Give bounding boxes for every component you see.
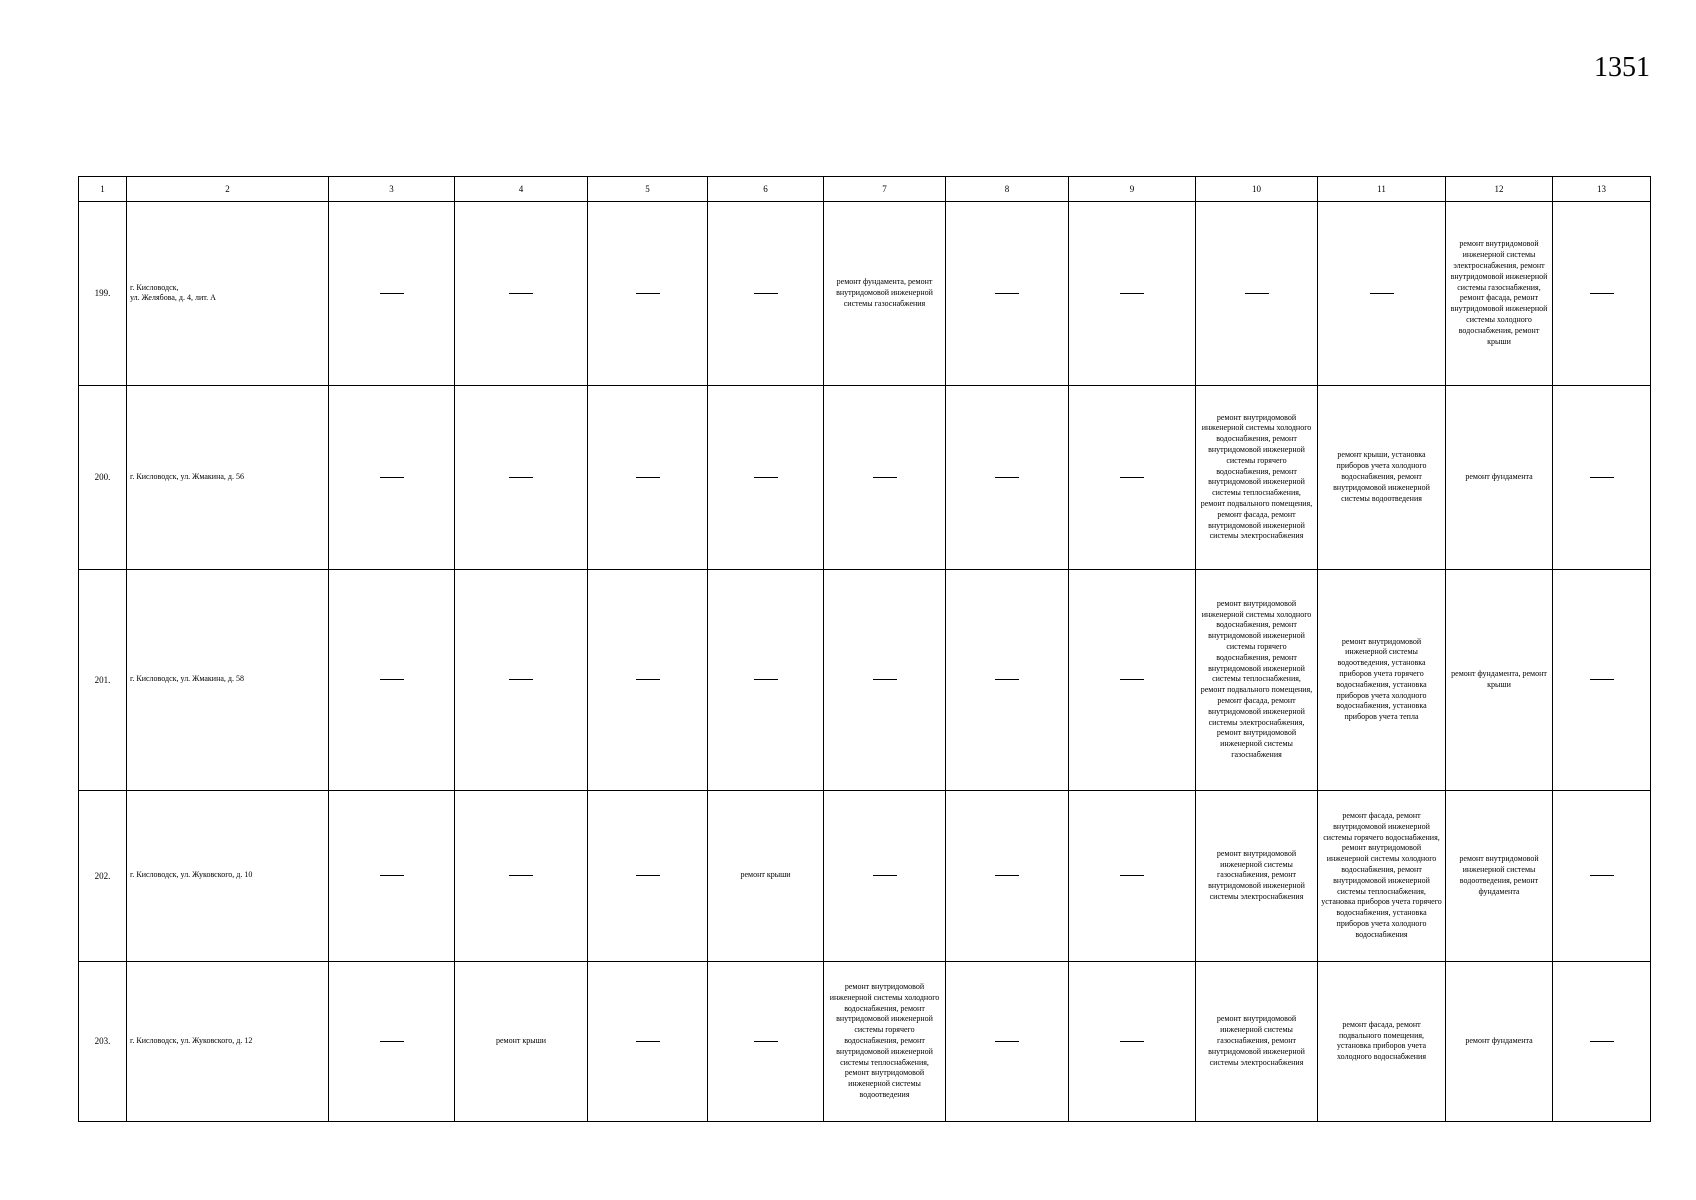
empty-cell: [1553, 201, 1651, 385]
work-type-cell: ремонт фундамента: [1446, 385, 1553, 569]
work-type-cell: ремонт фасада, ремонт внутридомовой инженерной системы горячего водоснабжения, ремонт внутридомовой инженерной системы холодного водоснабжения, ремонт внутридомовой инженерной системы теплоснабжения, установка приборов учета горячего водоснабжения, установка приборов учета холодного водоснабжения: [1318, 790, 1446, 961]
dash-mark: [1590, 293, 1614, 294]
table-body: [79, 201, 1651, 1121]
empty-cell: [329, 961, 455, 1121]
work-type-cell: ремонт фундамента, ремонт внутридомовой инженерной системы газоснабжения: [824, 201, 946, 385]
dash-mark: [1120, 679, 1144, 680]
dash-mark: [754, 293, 778, 294]
empty-cell: [588, 790, 708, 961]
dash-mark: [636, 875, 660, 876]
dash-mark: [1370, 293, 1394, 294]
column-header: 10: [1196, 177, 1318, 202]
empty-cell: [1069, 201, 1196, 385]
empty-cell: [708, 961, 824, 1121]
dash-mark: [509, 477, 533, 478]
empty-cell: [1553, 569, 1651, 790]
address-cell: г. Кисловодск, ул. Жуковского, д. 10: [127, 790, 329, 961]
column-header: 2: [127, 177, 329, 202]
dash-mark: [509, 293, 533, 294]
empty-cell: [946, 961, 1069, 1121]
dash-mark: [1245, 293, 1269, 294]
column-header: 12: [1446, 177, 1553, 202]
dash-mark: [380, 875, 404, 876]
empty-cell: [588, 961, 708, 1121]
column-header: 8: [946, 177, 1069, 202]
row-number: 203.: [79, 961, 127, 1121]
address-cell: г. Кисловодск, ул. Желябова, д. 4, лит. А: [127, 201, 329, 385]
column-header: 1: [79, 177, 127, 202]
dash-mark: [636, 1041, 660, 1042]
work-type-cell: ремонт фундамента, ремонт крыши: [1446, 569, 1553, 790]
dash-mark: [636, 679, 660, 680]
dash-mark: [995, 293, 1019, 294]
column-header: 3: [329, 177, 455, 202]
column-header: 9: [1069, 177, 1196, 202]
dash-mark: [995, 1041, 1019, 1042]
empty-cell: [1553, 385, 1651, 569]
table-row: [79, 385, 1651, 569]
column-header: 7: [824, 177, 946, 202]
empty-cell: [824, 569, 946, 790]
work-type-cell: ремонт внутридомовой инженерной системы холодного водоснабжения, ремонт внутридомовой инженерной системы горячего водоснабжения, ремонт внутридомовой инженерной системы теплоснабжения, ремонт внутридомовой инженерной системы водоотведения: [824, 961, 946, 1121]
empty-cell: [1196, 201, 1318, 385]
column-header: 13: [1553, 177, 1651, 202]
empty-cell: [455, 569, 588, 790]
column-header: 5: [588, 177, 708, 202]
dash-mark: [1120, 293, 1144, 294]
dash-mark: [380, 293, 404, 294]
work-type-cell: ремонт внутридомовой инженерной системы холодного водоснабжения, ремонт внутридомовой инженерной системы горячего водоснабжения, ремонт внутридомовой инженерной системы теплоснабжения, ремонт подвального помещения, ремонт фасада, ремонт внутридомовой инженерной системы электроснабжения: [1196, 385, 1318, 569]
empty-cell: [946, 790, 1069, 961]
empty-cell: [824, 790, 946, 961]
empty-cell: [329, 201, 455, 385]
empty-cell: [1069, 961, 1196, 1121]
dash-mark: [1120, 875, 1144, 876]
dash-mark: [1590, 477, 1614, 478]
dash-mark: [873, 875, 897, 876]
work-type-cell: ремонт фасада, ремонт подвального помещения, установка приборов учета холодного водоснабжения: [1318, 961, 1446, 1121]
row-number: 200.: [79, 385, 127, 569]
work-type-cell: ремонт фундамента: [1446, 961, 1553, 1121]
empty-cell: [708, 385, 824, 569]
dash-mark: [509, 875, 533, 876]
dash-mark: [380, 679, 404, 680]
dash-mark: [509, 679, 533, 680]
work-type-cell: ремонт внутридомовой инженерной системы газоснабжения, ремонт внутридомовой инженерной системы электроснабжения: [1196, 961, 1318, 1121]
empty-cell: [708, 569, 824, 790]
dash-mark: [1120, 1041, 1144, 1042]
column-header: 4: [455, 177, 588, 202]
empty-cell: [946, 385, 1069, 569]
row-number: 201.: [79, 569, 127, 790]
empty-cell: [588, 201, 708, 385]
page-number: 1351: [1594, 52, 1650, 83]
work-type-cell: ремонт внутридомовой инженерной системы газоснабжения, ремонт внутридомовой инженерной системы электроснабжения: [1196, 790, 1318, 961]
address-cell: г. Кисловодск, ул. Жмакина, д. 56: [127, 385, 329, 569]
work-type-cell: ремонт крыши, установка приборов учета холодного водоснабжения, ремонт внутридомовой инженерной системы водоотведения: [1318, 385, 1446, 569]
empty-cell: [946, 569, 1069, 790]
row-number: 199.: [79, 201, 127, 385]
table-row: [79, 569, 1651, 790]
dash-mark: [380, 1041, 404, 1042]
empty-cell: [1553, 961, 1651, 1121]
empty-cell: [1318, 201, 1446, 385]
empty-cell: [1069, 790, 1196, 961]
dash-mark: [1590, 679, 1614, 680]
column-header: 6: [708, 177, 824, 202]
empty-cell: [1069, 569, 1196, 790]
table-row: [79, 961, 1651, 1121]
work-type-cell: ремонт внутридомовой инженерной системы холодного водоснабжения, ремонт внутридомовой инженерной системы горячего водоснабжения, ремонт внутридомовой инженерной системы теплоснабжения, ремонт подвального помещения, ремонт фасада, ремонт внутридомовой инженерной системы электроснабжения, ремонт внутридомовой инженерной системы газоснабжения: [1196, 569, 1318, 790]
column-header: 11: [1318, 177, 1446, 202]
work-type-cell: ремонт внутридомовой инженерной системы электроснабжения, ремонт внутридомовой инженерной системы газоснабжения, ремонт фасада, ремонт внутридомовой инженерной системы холодного водоснабжения, ремонт крыши: [1446, 201, 1553, 385]
address-cell: г. Кисловодск, ул. Жмакина, д. 58: [127, 569, 329, 790]
table-row: [79, 201, 1651, 385]
empty-cell: [588, 569, 708, 790]
work-type-cell: ремонт крыши: [708, 790, 824, 961]
empty-cell: [946, 201, 1069, 385]
repair-schedule-table: [78, 176, 1651, 1122]
dash-mark: [995, 477, 1019, 478]
dash-mark: [1120, 477, 1144, 478]
empty-cell: [329, 569, 455, 790]
empty-cell: [588, 385, 708, 569]
work-type-cell: ремонт крыши: [455, 961, 588, 1121]
address-cell: г. Кисловодск, ул. Жуковского, д. 12: [127, 961, 329, 1121]
empty-cell: [455, 385, 588, 569]
empty-cell: [1553, 790, 1651, 961]
table-row: [79, 790, 1651, 961]
row-number: 202.: [79, 790, 127, 961]
dash-mark: [754, 477, 778, 478]
dash-mark: [1590, 875, 1614, 876]
dash-mark: [380, 477, 404, 478]
dash-mark: [995, 875, 1019, 876]
empty-cell: [455, 790, 588, 961]
empty-cell: [824, 385, 946, 569]
dash-mark: [873, 679, 897, 680]
dash-mark: [636, 293, 660, 294]
dash-mark: [873, 477, 897, 478]
dash-mark: [1590, 1041, 1614, 1042]
empty-cell: [1069, 385, 1196, 569]
empty-cell: [329, 385, 455, 569]
dash-mark: [636, 477, 660, 478]
work-type-cell: ремонт внутридомовой инженерной системы водоотведения, ремонт фундамента: [1446, 790, 1553, 961]
dash-mark: [995, 679, 1019, 680]
dash-mark: [754, 1041, 778, 1042]
column-number-row: [79, 177, 1651, 202]
empty-cell: [455, 201, 588, 385]
empty-cell: [708, 201, 824, 385]
empty-cell: [329, 790, 455, 961]
dash-mark: [754, 679, 778, 680]
work-type-cell: ремонт внутридомовой инженерной системы водоотведения, установка приборов учета горячего водоснабжения, установка приборов учета холодного водоснабжения, установка приборов учета тепла: [1318, 569, 1446, 790]
